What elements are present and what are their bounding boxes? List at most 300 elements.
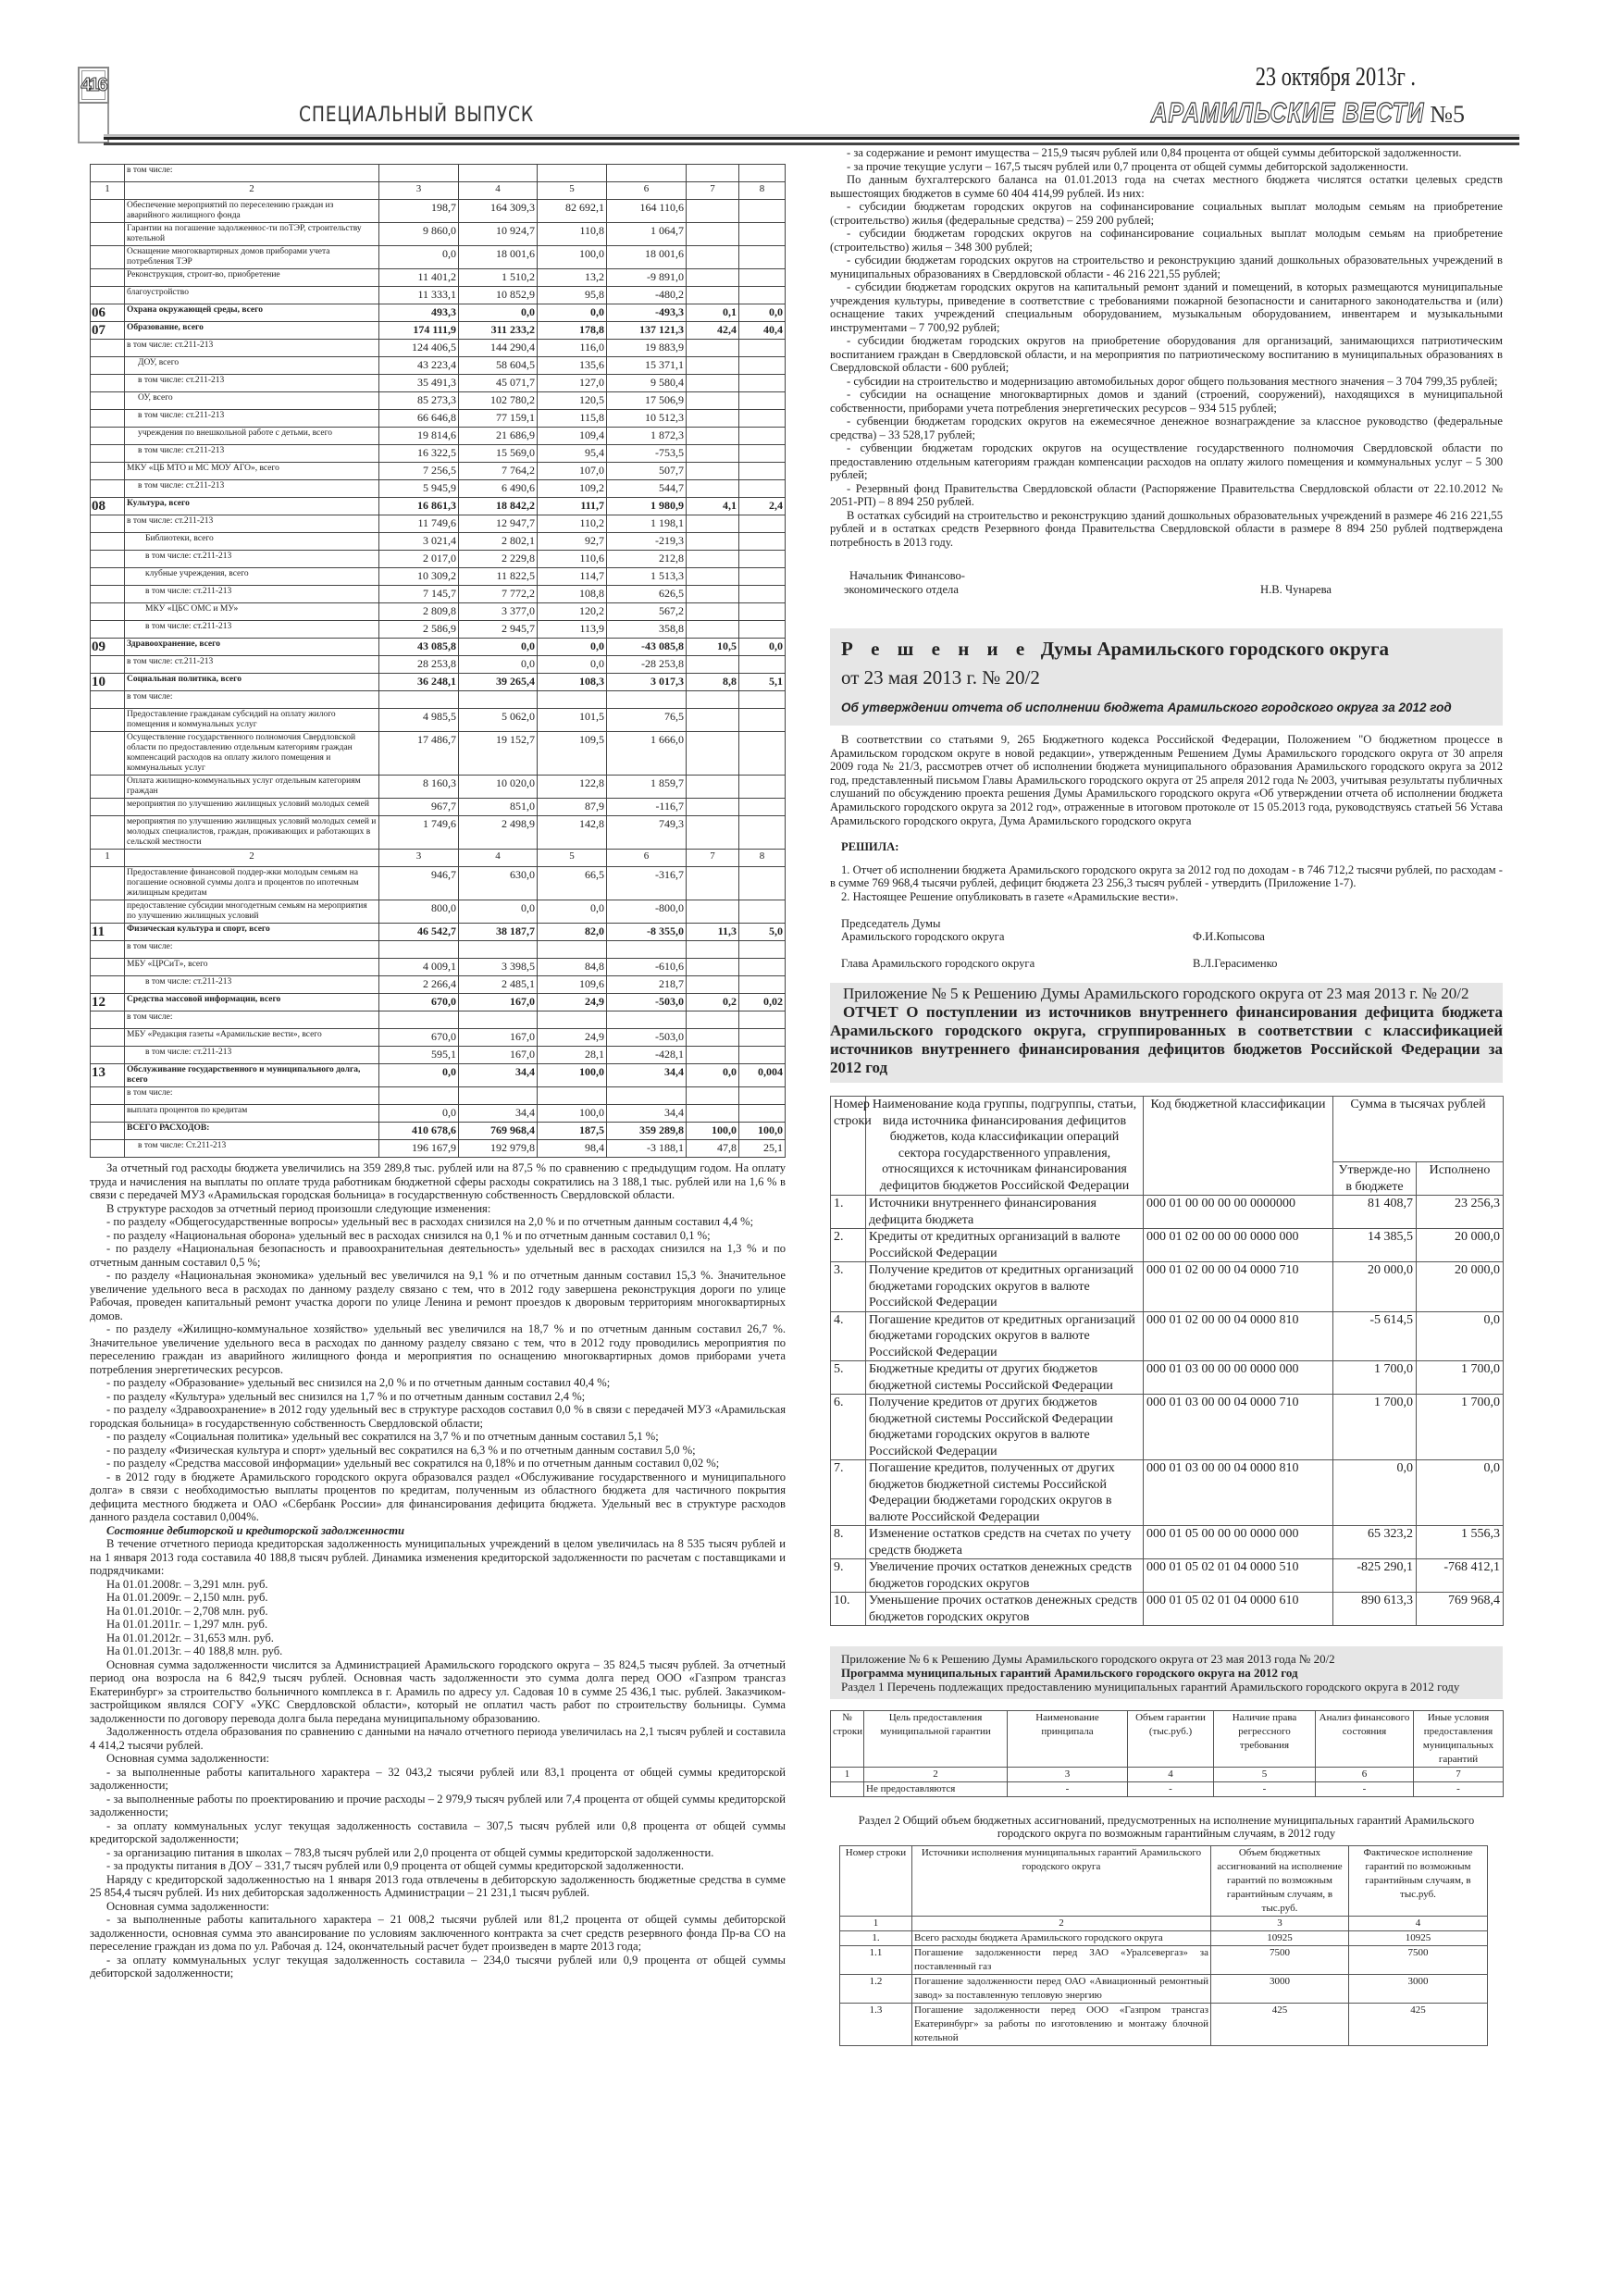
executed-amount: 1 700,0 <box>1417 1361 1504 1395</box>
value-col-7 <box>687 1029 739 1047</box>
value-col-3: 5 945,9 <box>379 480 459 498</box>
row-label: в том числе: <box>125 691 379 709</box>
table-row <box>91 674 786 691</box>
value-col-4: 2 229,8 <box>459 551 538 568</box>
cell: 2 <box>912 1917 1211 1931</box>
table-row <box>91 1105 786 1123</box>
value-col-6: -503,0 <box>607 1029 687 1047</box>
value-col-4: 102 780,2 <box>459 392 538 410</box>
table-row <box>91 392 786 410</box>
value-col-7 <box>687 340 739 357</box>
row-label: МБУ «ЦРСиТ», всего <box>125 959 379 976</box>
value-col-7: 47,8 <box>687 1140 739 1158</box>
value-col-4: 3 398,5 <box>459 959 538 976</box>
paragraph: - за продукты питания в ДОУ – 331,7 тысяч рублей или 0,9 процента от общей суммы кредиторской задолженности. <box>106 1859 685 1872</box>
table-row <box>91 304 786 322</box>
value-col-8 <box>739 223 786 246</box>
value-col-4: 769 968,4 <box>459 1123 538 1140</box>
value-col-8 <box>739 246 786 269</box>
row-number: 5. <box>831 1361 866 1395</box>
row-label: учреждения по внешкольной работе с детьми, всего <box>125 428 379 445</box>
value-col-7 <box>687 1047 739 1064</box>
section-code <box>91 732 125 776</box>
value-col-5: 109,2 <box>538 480 607 498</box>
value-col-7 <box>687 1105 739 1123</box>
paragraph: Задолженность отдела образования по сравнению с данными на начало отчетного периода увеличилась на 2,1 тысяч рублей и составила 4 414,2 тысячи рублей. <box>90 1725 786 1752</box>
paragraph: - за выполненные работы по проектированию и прочие расходы – 2 979,9 тысяч рублей или 7,4 процента от общей суммы кредиторской задолженности; <box>90 1792 786 1818</box>
cell: Погашение задолженности перед ЗАО «Уралсевергаз» за поставленный газ <box>912 1946 1211 1975</box>
row-label: мероприятия по улучшению жилищных условий молодых семей и молодых специалистов, граждан, проживающих и работающих в сельской местности <box>125 816 379 850</box>
value-col-5: 24,9 <box>538 994 607 1011</box>
source-name: Увеличение прочих остатков денежных средств бюджетов городских округов <box>866 1559 1144 1593</box>
paragraph: - по разделу «Национальная оборона» удельный вес в расходах снизился на 0,1 % и по отчетным данным составил 0,1 %; <box>106 1228 711 1242</box>
row-label: клубные учреждения, всего <box>125 568 379 586</box>
row-number: 8. <box>831 1526 866 1559</box>
table-row <box>91 287 786 304</box>
value-col-3: 124 406,5 <box>379 340 459 357</box>
value-col-7: 0,0 <box>687 1064 739 1087</box>
value-col-3: 36 248,1 <box>379 674 459 691</box>
section-code: 09 <box>91 639 125 656</box>
cell: Наименование принципала <box>1008 1711 1128 1768</box>
table-row <box>91 340 786 357</box>
approved-amount: -5 614,5 <box>1333 1311 1417 1361</box>
value-col-4: 34,4 <box>459 1105 538 1123</box>
table-row <box>91 1087 786 1105</box>
value-col-5: 109,5 <box>538 732 607 776</box>
section-code <box>91 410 125 428</box>
appendix5-title: ОТЧЕТ О поступлении из источников внутреннего финансирования дефицита бюджета Арамильского городского округа, сгруппированных в соответствии с классификацией источников внутреннего финансирования дефицитов бюджетов Российской Федерации за 2012 год <box>830 1003 1503 1077</box>
row-label: Образование, всего <box>125 322 379 340</box>
value-col-3: 670,0 <box>379 1029 459 1047</box>
row-label: в том числе: ст.211-213 <box>125 656 379 674</box>
table-row <box>91 568 786 586</box>
paragraph: В течение отчетного периода кредиторская задолженность муниципальных учреждений в целом увеличилась на 8 535 тысяч рублей и на 1 января 2013 года составила 40 188,8 тысяч рублей. Динамика изменения кредиторской задолженности по расчетам с поставщиками и подрядчиками: <box>90 1537 786 1577</box>
value-col-7: 0,2 <box>687 994 739 1011</box>
decision-signatures <box>830 917 1503 971</box>
section-code: 10 <box>91 674 125 691</box>
value-col-7: 7 <box>687 850 739 867</box>
value-col-6: 17 506,9 <box>607 392 687 410</box>
appendix5-heading <box>830 983 1503 1083</box>
table-row <box>831 1361 1504 1395</box>
value-col-5: 110,2 <box>538 515 607 533</box>
section-code <box>91 246 125 269</box>
value-col-5 <box>538 1087 607 1105</box>
value-col-7 <box>687 732 739 776</box>
value-col-5 <box>538 691 607 709</box>
value-col-6: 10 512,3 <box>607 410 687 428</box>
table-row <box>91 1064 786 1087</box>
value-col-8: 8 <box>739 182 786 200</box>
paragraph: В структуре расходов за отчетный период произошли следующие изменения: <box>106 1201 491 1215</box>
value-col-8 <box>739 867 786 900</box>
section-code <box>91 867 125 900</box>
table-row <box>91 603 786 621</box>
section2-title: Раздел 2 Общий объем бюджетных ассигнований, предусмотренных на исполнение муниципальных гарантий Арамильского городского округа по возможным гарантийным случаям, в 2012 году <box>858 1814 1475 1841</box>
value-col-6: 1 859,7 <box>607 776 687 799</box>
value-col-4: 2 802,1 <box>459 533 538 551</box>
cell: Анализ финансового состояния <box>1316 1711 1414 1768</box>
guarantee-appropriations-table <box>839 1845 1488 2046</box>
value-col-3: 35 491,3 <box>379 375 459 392</box>
value-col-4: 19 152,7 <box>459 732 538 776</box>
table-row <box>91 941 786 959</box>
table-row <box>91 428 786 445</box>
value-col-5: 100,0 <box>538 1064 607 1087</box>
appendix6-title: Программа муниципальных гарантий Арамильского городского округа на 2012 год <box>841 1666 1298 1681</box>
value-col-5: 135,6 <box>538 357 607 375</box>
table-row <box>91 269 786 287</box>
value-col-6: -493,3 <box>607 304 687 322</box>
section-code <box>91 1011 125 1029</box>
value-col-8 <box>739 200 786 223</box>
value-col-5: 178,8 <box>538 322 607 340</box>
value-col-3: 0,0 <box>379 246 459 269</box>
paragraph: На 01.01.2008г. – 3,291 млн. руб. <box>106 1577 268 1591</box>
row-label: в том числе: ст.211-213 <box>125 340 379 357</box>
table-row <box>840 2004 1488 2046</box>
value-col-8 <box>739 1029 786 1047</box>
value-col-5 <box>538 941 607 959</box>
value-col-8: 5,1 <box>739 674 786 691</box>
decision-title-word: Р е ш е н и е <box>841 638 1032 660</box>
table-header-row <box>831 1097 1504 1162</box>
paragraph: - за организацию питания в школах – 783,8 тысяч рублей или 2,0 процента от общей суммы кредиторской задолженности. <box>106 1845 714 1859</box>
value-col-3: 19 814,6 <box>379 428 459 445</box>
section-code <box>91 428 125 445</box>
value-col-6: 1 064,7 <box>607 223 687 246</box>
value-col-8 <box>739 732 786 776</box>
paragraph: - Резервный фонд Правительства Свердловской области (Распоряжение Правительства Свердловской области от 22.10.2012 № 2051-РП) – 8 894 250 рублей. <box>830 481 1503 508</box>
table-row <box>91 1123 786 1140</box>
row-label: Культура, всего <box>125 498 379 515</box>
value-col-6: -610,6 <box>607 959 687 976</box>
value-col-7 <box>687 656 739 674</box>
value-col-3: 43 085,8 <box>379 639 459 656</box>
value-col-5: 13,2 <box>538 269 607 287</box>
value-col-5: 120,2 <box>538 603 607 621</box>
value-col-5: 82 692,1 <box>538 200 607 223</box>
table-row <box>831 1196 1504 1229</box>
section-code <box>91 480 125 498</box>
source-name: Изменение остатков средств на счетах по учету средств бюджета <box>866 1526 1144 1559</box>
section-code <box>91 463 125 480</box>
value-col-5: 24,9 <box>538 1029 607 1047</box>
source-name: Источники внутреннего финансирования дефицита бюджета <box>866 1196 1144 1229</box>
value-col-6: 137 121,3 <box>607 322 687 340</box>
value-col-4: 851,0 <box>459 799 538 816</box>
value-col-4: 11 822,5 <box>459 568 538 586</box>
row-label: 2 <box>125 182 379 200</box>
row-number: 9. <box>831 1559 866 1593</box>
value-col-5: 111,7 <box>538 498 607 515</box>
row-label: Средства массовой информации, всего <box>125 994 379 1011</box>
table-row <box>831 1311 1504 1361</box>
chair-signature <box>830 930 1503 944</box>
row-label: выплата процентов по кредитам <box>125 1105 379 1123</box>
decision-preamble: В соответствии со статьями 9, 265 Бюджетного кодекса Российской Федерации, Положением "О бюджетном процессе в Арамильском городском округе в новой редакции», утвержденным Решением Думы Арамильского городского округа от 30 апреля 2009 года № 21/3, рассмотрев отчет об исполнении бюджета муниципального образования Арамильского городского округа за 2012 год, представленный письмом Главы Арамильского городского округа от 25 апреля 2012 года № 2003, учитывая результаты публичных слушаний по обсуждению проекта решения Думы Арамильского городского округа «Об утверждении отчета об исполнении бюджета Арамильского городского округа за 2012 год», отраженные в итоговом протоколе от 15 05.2013 года, руководствуясь статьей 56 Устава Арамильского городского округа, Дума Арамильского городского округа <box>830 733 1503 827</box>
value-col-3: 16 322,5 <box>379 445 459 463</box>
row-number: 2. <box>831 1229 866 1262</box>
value-col-3: 66 646,8 <box>379 410 459 428</box>
decision-date: от 23 мая 2013 г. № 20/2 <box>841 666 1040 689</box>
value-col-8 <box>739 976 786 994</box>
value-col-7 <box>687 410 739 428</box>
decision-heading <box>830 628 1503 726</box>
value-col-4: 34,4 <box>459 1064 538 1087</box>
row-number: 6. <box>831 1395 866 1460</box>
paragraph: По данным бухгалтерского баланса на 01.01.2013 года на счетах местного бюджета числятся остатки целевых средств вышестоящих бюджетов в сумме 60 404 414,99 рублей. Из них: <box>830 173 1503 200</box>
page-number: 416 <box>78 67 109 104</box>
value-col-6 <box>607 1011 687 1029</box>
cell: Фактическое исполнение гарантий по возможным гарантийным случаям, в тыс.руб. <box>1349 1846 1488 1917</box>
table-header-row <box>831 1711 1504 1768</box>
table-row <box>91 463 786 480</box>
table-row <box>91 656 786 674</box>
row-label: в том числе: ст.211-213 <box>125 586 379 603</box>
table-row <box>91 924 786 941</box>
row-label: Обслуживание государственного и муниципального долга, всего <box>125 1064 379 1087</box>
value-col-4: 167,0 <box>459 1047 538 1064</box>
table-row <box>91 410 786 428</box>
cell: 7500 <box>1211 1946 1349 1975</box>
value-col-5: 114,7 <box>538 568 607 586</box>
value-col-6: -28 253,8 <box>607 656 687 674</box>
value-col-3: 10 309,2 <box>379 568 459 586</box>
cell: Объем бюджетных ассигнований на исполнение гарантий по возможным гарантийным случаям, в тыс.руб. <box>1211 1846 1349 1917</box>
cell: - <box>1008 1782 1128 1797</box>
value-col-6: -9 891,0 <box>607 269 687 287</box>
value-col-5: 116,0 <box>538 340 607 357</box>
table-row <box>831 1229 1504 1262</box>
value-col-7: 0,1 <box>687 304 739 322</box>
executed-amount: 769 968,4 <box>1417 1593 1504 1626</box>
cell: 7500 <box>1349 1946 1488 1975</box>
value-col-8 <box>739 375 786 392</box>
value-col-4: 10 852,9 <box>459 287 538 304</box>
value-col-5: 95,8 <box>538 287 607 304</box>
chair-position: Председатель Думы <box>841 916 941 930</box>
value-col-3: 11 401,2 <box>379 269 459 287</box>
cell: 5 <box>1214 1768 1316 1782</box>
value-col-4: 167,0 <box>459 1029 538 1047</box>
section-code <box>91 976 125 994</box>
source-name: Погашение кредитов от кредитных организаций бюджетами городских округов в валюте Российской Федерации <box>866 1311 1144 1361</box>
section-code <box>91 603 125 621</box>
approved-amount: 14 385,5 <box>1333 1229 1417 1262</box>
section-code <box>91 586 125 603</box>
budget-expenditure-table <box>90 164 786 1158</box>
table-row <box>831 1460 1504 1526</box>
section-code <box>91 900 125 924</box>
value-col-8: 0,02 <box>739 994 786 1011</box>
head-signature <box>830 957 1503 971</box>
budget-code: 000 01 03 00 00 04 0000 810 <box>1144 1460 1333 1526</box>
value-col-4: 7 772,2 <box>459 586 538 603</box>
value-col-3: 410 678,6 <box>379 1123 459 1140</box>
value-col-6: 1 198,1 <box>607 515 687 533</box>
value-col-3: 7 145,7 <box>379 586 459 603</box>
value-col-6: 626,5 <box>607 586 687 603</box>
table-row <box>91 732 786 776</box>
row-number: 4. <box>831 1311 866 1361</box>
table-row <box>91 867 786 900</box>
cell <box>831 1782 864 1797</box>
value-col-8 <box>739 1105 786 1123</box>
table-row <box>91 799 786 816</box>
value-col-4: 7 764,2 <box>459 463 538 480</box>
value-col-6: -800,0 <box>607 900 687 924</box>
cell: 4 <box>1349 1917 1488 1931</box>
value-col-8: 100,0 <box>739 1123 786 1140</box>
value-col-3: 800,0 <box>379 900 459 924</box>
value-col-4: 630,0 <box>459 867 538 900</box>
value-col-7: 100,0 <box>687 1123 739 1140</box>
value-col-3: 2 809,8 <box>379 603 459 621</box>
value-col-3: 0,0 <box>379 1105 459 1123</box>
value-col-6 <box>607 691 687 709</box>
table-row <box>91 776 786 799</box>
cell: 2 <box>864 1768 1008 1782</box>
cell: - <box>1128 1782 1214 1797</box>
decision-title <box>841 638 1492 661</box>
value-col-3: 85 273,3 <box>379 392 459 410</box>
value-col-4: 45 071,7 <box>459 375 538 392</box>
value-col-5: 107,0 <box>538 463 607 480</box>
value-col-5: 5 <box>538 850 607 867</box>
budget-code: 000 01 03 00 00 00 0000 000 <box>1144 1361 1333 1395</box>
value-col-3: 198,7 <box>379 200 459 223</box>
guarantees-table <box>830 1710 1504 1797</box>
value-col-6: 358,8 <box>607 621 687 639</box>
value-col-6 <box>607 941 687 959</box>
value-col-4: 77 159,1 <box>459 410 538 428</box>
value-col-7 <box>687 375 739 392</box>
cell: 3 <box>1008 1768 1128 1782</box>
value-col-4: 2 485,1 <box>459 976 538 994</box>
value-col-7 <box>687 959 739 976</box>
row-label: в том числе: ст.211-213 <box>125 375 379 392</box>
value-col-6: 749,3 <box>607 816 687 850</box>
table-column-numbers <box>91 182 786 200</box>
header-rule <box>104 137 1519 140</box>
value-col-6: 34,4 <box>607 1064 687 1087</box>
section-code <box>91 941 125 959</box>
row-label: Обеспечение мероприятий по переселению граждан из аварийного жилищного фонда <box>125 200 379 223</box>
value-col-5 <box>538 165 607 182</box>
value-col-3: 7 256,5 <box>379 463 459 480</box>
cell: Погашение задолженности перед ООО «Газпром трансгаз Екатеринбург» за работы по изготовлению и монтажу блочной котельной <box>912 2004 1211 2046</box>
section-code: 1 <box>91 182 125 200</box>
value-col-4: 167,0 <box>459 994 538 1011</box>
value-col-6: 6 <box>607 182 687 200</box>
paragraph: - за оплату коммунальных услуг текущая задолженность составила – 234,0 тысячи рублей или 0,9 процента от общей суммы дебиторской задолженности; <box>90 1953 786 1980</box>
value-col-6: -753,5 <box>607 445 687 463</box>
value-col-6: 359 289,8 <box>607 1123 687 1140</box>
value-col-7: 42,4 <box>687 322 739 340</box>
section-code: 07 <box>91 322 125 340</box>
row-number: 7. <box>831 1460 866 1526</box>
value-col-4: 144 290,4 <box>459 340 538 357</box>
table-row <box>91 816 786 850</box>
value-col-3: 11 749,6 <box>379 515 459 533</box>
value-col-5: 82,0 <box>538 924 607 941</box>
table-row <box>91 586 786 603</box>
section-code <box>91 269 125 287</box>
section-code <box>91 656 125 674</box>
appendix5-caption: Приложение № 5 к Решению Думы Арамильского городского округа от 23 мая 2013 г. № 20/2 <box>843 985 1469 1003</box>
value-col-3: 3 <box>379 850 459 867</box>
cell: 4 <box>1128 1768 1214 1782</box>
row-label: в том числе: <box>125 165 379 182</box>
value-col-5: 100,0 <box>538 246 607 269</box>
section-code <box>91 1047 125 1064</box>
value-col-7 <box>687 586 739 603</box>
value-col-6: -428,1 <box>607 1047 687 1064</box>
decision-resolved: РЕШИЛА: <box>841 840 899 854</box>
value-col-5: 100,0 <box>538 1105 607 1123</box>
row-label: Здравоохранение, всего <box>125 639 379 656</box>
value-col-7 <box>687 551 739 568</box>
header-name: Наименование кода группы, подгруппы, статьи, вида источника финансирования дефицитов бюджетов, кода классификации операций сектора государственного управления, относящихся к источникам финансирования дефицитов бюджетов Российской Федерации <box>866 1097 1144 1196</box>
header-executed: Исполнено <box>1417 1162 1504 1196</box>
value-col-5: 115,8 <box>538 410 607 428</box>
paragraph: На 01.01.2011г. – 1,297 млн. руб. <box>106 1618 268 1631</box>
value-col-3: 493,3 <box>379 304 459 322</box>
value-col-3: 595,1 <box>379 1047 459 1064</box>
value-col-6: -43 085,8 <box>607 639 687 656</box>
value-col-7 <box>687 941 739 959</box>
value-col-7 <box>687 691 739 709</box>
row-label: Реконструкция, строит-во, приобретение <box>125 269 379 287</box>
table-row <box>91 200 786 223</box>
row-label: в том числе: <box>125 1011 379 1029</box>
value-col-6: 164 110,6 <box>607 200 687 223</box>
value-col-8 <box>739 816 786 850</box>
table-row <box>91 533 786 551</box>
value-col-5: 142,8 <box>538 816 607 850</box>
paragraph: Основная сумма задолженности числится за Администрацией Арамильского городского округа – 35 824,5 тысяч рублей. За отчетный период она возросла на 6 842,9 тысяч рублей. Основная часть задолженности это сумма долга перед ООО «Газпром трансгаз Екатеринбург» за строительство больничного комплекса в г. Арамиль по адресу ул. Садовая 10 в сумме 25 436,1 тыс. рублей. Заказчиком-застройщиком являлся СОГУ «УКС Свердловской области», который не оплатил часть работ по строительству больницы. Сумма задолженности по договору перевода долга была передана муниципальному образованию. <box>90 1657 786 1725</box>
masthead <box>1083 96 1466 130</box>
row-label: МКУ «ЦБС ОМС и МУ» <box>125 603 379 621</box>
paragraph: - по разделу «Социальная политика» удельный вес сократился на 3,7 % и по отчетным данным составил 5,1 %; <box>106 1430 659 1443</box>
section-code <box>91 551 125 568</box>
value-col-4: 3 377,0 <box>459 603 538 621</box>
executed-amount: 20 000,0 <box>1417 1262 1504 1312</box>
value-col-6: -8 355,0 <box>607 924 687 941</box>
value-col-5: 87,9 <box>538 799 607 816</box>
table-row <box>91 322 786 340</box>
row-label: Оснащение многоквартирных домов приборами учета потребления ТЭР <box>125 246 379 269</box>
section-code <box>91 799 125 816</box>
paragraph: - по разделу «Жилищно-коммунальное хозяйство» удельный вес увеличился на 18,7 % и по отчетным данным составил 26,7 %. Значительное увеличение удельного веса в расходах по данному разделу связано с тем, что в 2012 году проводились мероприятия по переселению граждан из аварийного жилищного фонда и мероприятия по оснащению многоквартирных домов приборами учета потребления энергетических ресурсов. <box>90 1322 786 1376</box>
budget-code: 000 01 02 00 00 00 0000 000 <box>1144 1229 1333 1262</box>
section-code <box>91 1087 125 1105</box>
value-col-8: 0,004 <box>739 1064 786 1087</box>
paragraph: - по разделу «Физическая культура и спорт» удельный вес сократился на 6,3 % и по отчетным данным составил 5,0 %; <box>106 1443 696 1457</box>
row-label: Предоставление гражданам субсидий на оплату жилого помещения и коммунальных услуг <box>125 709 379 732</box>
section-code <box>91 1029 125 1047</box>
value-col-3: 2 017,0 <box>379 551 459 568</box>
row-label: Физическая культура и спорт, всего <box>125 924 379 941</box>
table-row <box>831 1782 1504 1797</box>
table-row <box>831 1526 1504 1559</box>
row-label: ВСЕГО РАСХОДОВ: <box>125 1123 379 1140</box>
value-col-6: 9 580,4 <box>607 375 687 392</box>
value-col-4: 18 001,6 <box>459 246 538 269</box>
table-row <box>91 515 786 533</box>
